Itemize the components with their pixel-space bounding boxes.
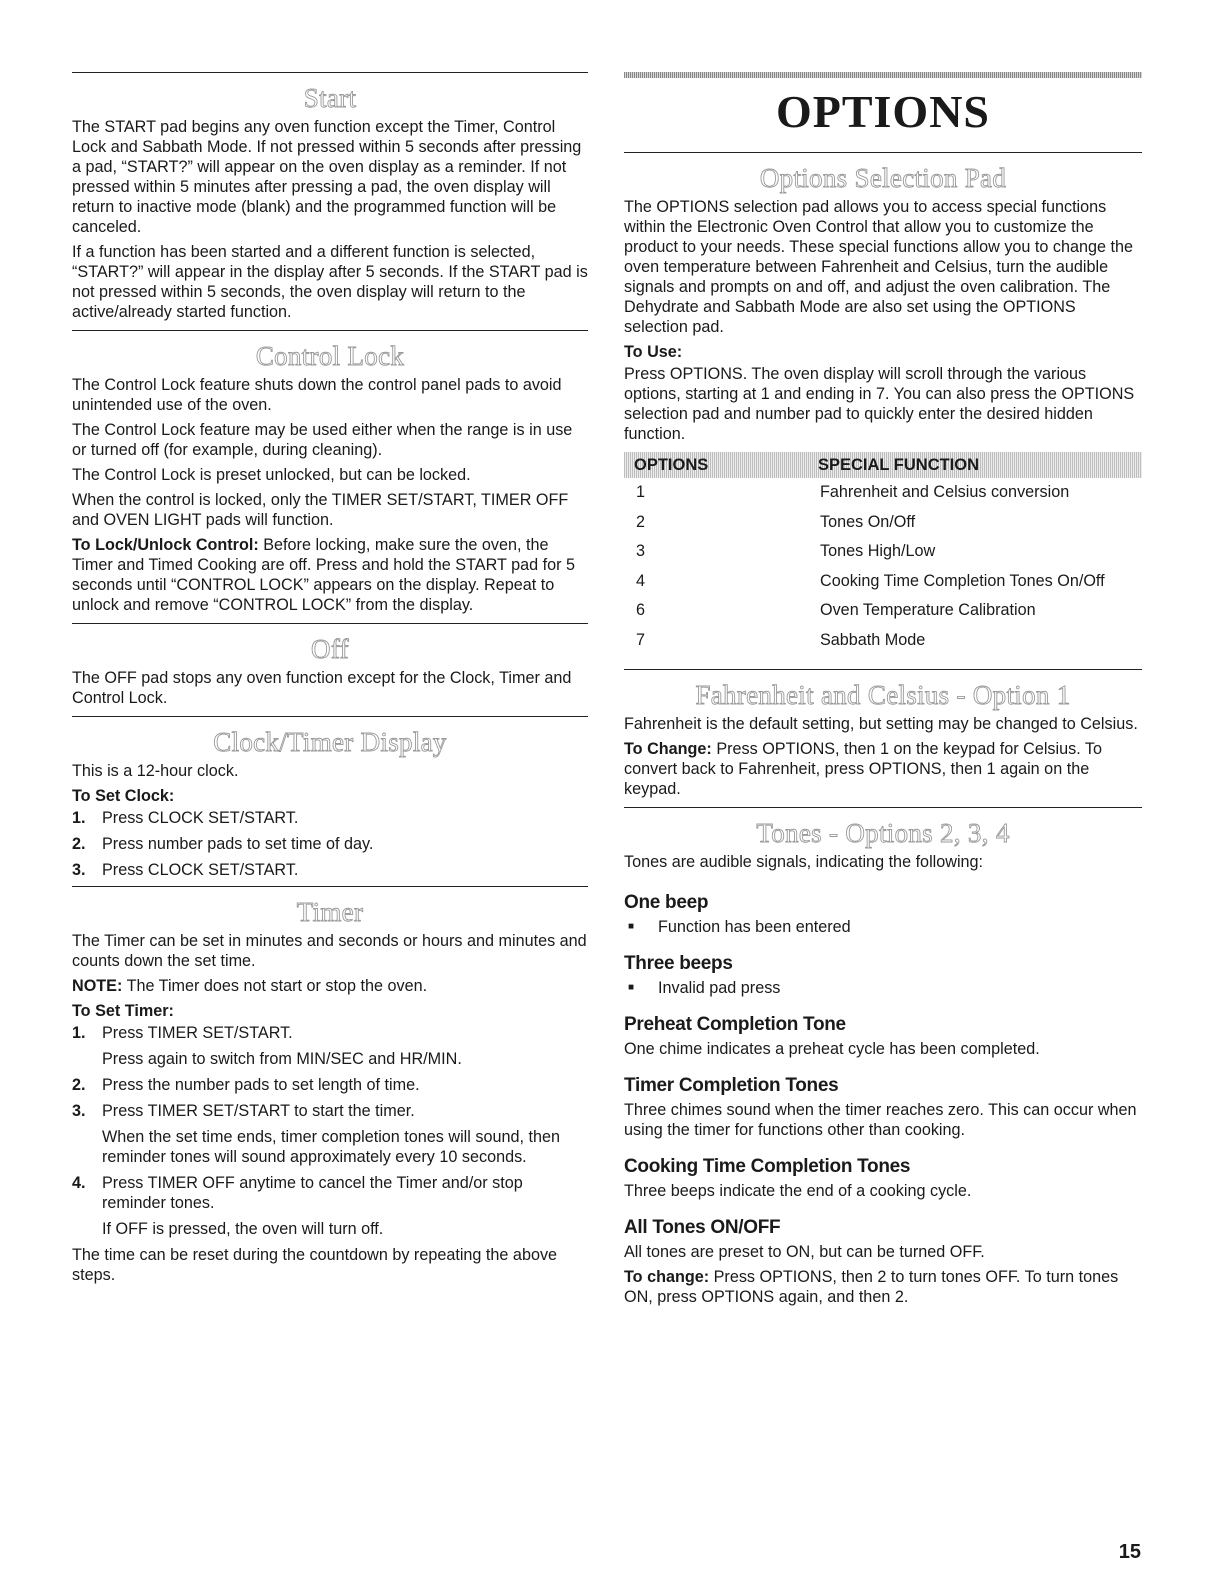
table-cell: Tones On/Off — [820, 512, 916, 531]
paragraph: The START pad begins any oven function except the Timer, Control Lock and Sabbath Mode. If not pressed within 5 seconds after pressing a pad, “START?” will appear on the oven display as a reminder. If not pressed within 5 minutes after pressing a pad, the oven display will return to inactive mode (blank) and the programmed function will be canceled. — [72, 118, 582, 236]
change-text: Press OPTIONS, then 1 on the keypad for Celsius. To convert back to Fahrenheit, press OPTIONS, then 1 again on the keypad. — [624, 740, 1103, 798]
table-row — [624, 626, 1142, 656]
table-header-row — [624, 452, 1142, 478]
paragraph: The OFF pad stops any oven function except for the Clock, Timer and Control Lock. — [72, 669, 572, 707]
step-text: Press CLOCK SET/START. — [102, 861, 299, 879]
note-text: The Timer does not start or stop the oven. — [122, 977, 428, 995]
table-row — [624, 596, 1142, 626]
step-text — [102, 1101, 588, 1167]
lock-text: Before locking, make sure the oven, the Timer and Timed Cooking are off. Press and hold the START pad for 5 seconds until “CONTROL LOCK” appears on the display. Repeat to unlock and remove “CONTROL LOCK” from the display. — [72, 536, 575, 614]
paragraph — [624, 739, 1142, 799]
list-item — [72, 1101, 588, 1167]
timer-section — [72, 897, 588, 1285]
step-number: 4. — [72, 1174, 86, 1192]
tones-section — [624, 818, 1142, 1307]
paragraph — [624, 1267, 1142, 1307]
paragraph: Tones are audible signals, indicating the following: — [624, 853, 984, 871]
step-main: Press TIMER SET/START to start the timer. — [102, 1102, 415, 1120]
change-label: To change: — [624, 1268, 710, 1286]
table-row — [624, 478, 1142, 508]
step-sub: If OFF is pressed, the oven will turn off. — [102, 1220, 384, 1238]
subheading-timer-tones: Timer Completion Tones — [624, 1075, 839, 1096]
divider — [72, 330, 588, 331]
table-cell: 4 — [636, 571, 646, 590]
step-number: 3. — [72, 861, 86, 879]
step-number: 3. — [72, 1102, 86, 1120]
section-title-off: Off — [311, 634, 349, 664]
list-item — [624, 978, 1142, 998]
divider — [72, 886, 588, 887]
subheading-preheat: Preheat Completion Tone — [624, 1014, 846, 1035]
column-header-options: OPTIONS — [624, 452, 808, 478]
step-main: Press TIMER OFF anytime to cancel the Timer and/or stop reminder tones. — [102, 1174, 523, 1212]
list-item — [72, 1023, 588, 1069]
change-text: Press OPTIONS, then 2 to turn tones OFF. To turn tones ON, press OPTIONS again, and then 2. — [624, 1268, 1119, 1306]
table-row — [624, 508, 1142, 538]
table-cell: 1 — [636, 483, 646, 502]
note-label: NOTE: — [72, 977, 123, 995]
divider — [624, 669, 1142, 670]
divider — [624, 807, 1142, 808]
table-cell: 7 — [636, 630, 646, 649]
control-lock-section — [72, 341, 588, 615]
subheading-three-beeps: Three beeps — [624, 953, 733, 974]
paragraph: If a function has been started and a different function is selected, “START?” will appear in the display after 5 seconds. If the START pad is not pressed within 5 seconds, the oven display will return to the active/already started function. — [72, 243, 588, 321]
subheading-all-tones: All Tones ON/OFF — [624, 1217, 781, 1238]
paragraph: Fahrenheit is the default setting, but setting may be changed to Celsius. — [624, 715, 1138, 733]
paragraph — [72, 535, 588, 615]
table-cell: 6 — [636, 601, 646, 620]
left-column — [72, 0, 588, 1290]
step-text: Press CLOCK SET/START. — [102, 809, 299, 827]
shaded-divider — [624, 72, 1142, 78]
table-cell: Sabbath Mode — [820, 630, 926, 649]
table-row — [624, 537, 1142, 567]
options-selection-section — [624, 163, 1142, 655]
section-title-timer: Timer — [296, 897, 364, 927]
list-item — [72, 808, 588, 828]
step-sub: Press again to switch from MIN/SEC and HR/MIN. — [102, 1050, 462, 1068]
paragraph — [72, 976, 588, 996]
paragraph: One chime indicates a preheat cycle has been completed. — [624, 1040, 1040, 1058]
step-number: 2. — [72, 1076, 86, 1094]
set-clock-label: To Set Clock: — [72, 787, 175, 805]
section-title-control-lock: Control Lock — [255, 341, 405, 371]
subheading-cooking-tones: Cooking Time Completion Tones — [624, 1156, 911, 1177]
divider — [72, 72, 588, 73]
paragraph: The Control Lock is preset unlocked, but can be locked. — [72, 466, 471, 484]
list-item — [72, 1173, 588, 1239]
step-number: 1. — [72, 1024, 86, 1042]
paragraph: The Control Lock feature shuts down the control panel pads to avoid unintended use of the oven. — [72, 376, 562, 414]
section-title-tones: Tones - Options 2, 3, 4 — [756, 818, 1010, 848]
off-section — [72, 634, 588, 708]
start-section — [72, 83, 588, 322]
change-label: To Change: — [624, 740, 712, 758]
paragraph: Three beeps indicate the end of a cooking cycle. — [624, 1182, 972, 1200]
clock-section — [72, 727, 588, 880]
square-bullet-icon: ■ — [628, 982, 635, 993]
bullet-text: Function has been entered — [658, 918, 851, 936]
section-title-options-selection: Options Selection Pad — [759, 163, 1007, 193]
section-title-fahrenheit: Fahrenheit and Celsius - Option 1 — [695, 680, 1071, 710]
paragraph: All tones are preset to ON, but can be turned OFF. — [624, 1243, 985, 1261]
paragraph: The Control Lock feature may be used either when the range is in use or turned off (for example, during cleaning). — [72, 421, 573, 459]
table-cell: 3 — [636, 542, 646, 561]
paragraph: Three chimes sound when the timer reaches zero. This can occur when using the timer for functions other than cooking. — [624, 1101, 1137, 1139]
step-number: 1. — [72, 809, 86, 827]
list-item — [72, 834, 588, 854]
right-column — [624, 0, 1142, 1312]
paragraph: When the control is locked, only the TIMER SET/START, TIMER OFF and OVEN LIGHT pads will function. — [72, 491, 569, 529]
table-cell: 2 — [636, 512, 646, 531]
table-row — [624, 567, 1142, 597]
table-cell: Oven Temperature Calibration — [820, 601, 1036, 620]
table-cell: Tones High/Low — [820, 542, 936, 561]
step-sub: When the set time ends, timer completion tones will sound, then reminder tones will sound approximately every 10 seconds. — [102, 1128, 560, 1166]
column-header-special-function: SPECIAL FUNCTION — [808, 452, 1142, 478]
list-item — [72, 860, 588, 880]
fahrenheit-section — [624, 680, 1142, 799]
divider — [72, 716, 588, 717]
timer-steps — [72, 1023, 588, 1239]
step-main: Press TIMER SET/START. — [102, 1024, 293, 1042]
list-item — [624, 917, 1142, 937]
paragraph: Press OPTIONS. The oven display will scroll through the various options, starting at 1 and ending in 7. You can also press the OPTIONS selection pad and number pad to quickly enter the desired hidden function. — [624, 365, 1135, 443]
page-title: OPTIONS — [775, 86, 991, 137]
paragraph: The OPTIONS selection pad allows you to access special functions within the Electronic Oven Control that allow you to customize the product to your needs. These special functions allow you to change the oven temperature between Fahrenheit and Celsius, turn the audible signals and prompts on and off, and adjust the oven calibration. The Dehydrate and Sabbath Mode are also set using the OPTIONS selection pad. — [624, 198, 1134, 336]
paragraph: The time can be reset during the countdown by repeating the above steps. — [72, 1246, 558, 1284]
options-table — [624, 452, 1142, 655]
lock-label: To Lock/Unlock Control: — [72, 536, 259, 554]
step-text — [102, 1173, 588, 1239]
to-use-label: To Use: — [624, 343, 683, 361]
bullet-text: Invalid pad press — [658, 979, 781, 997]
section-title-clock: Clock/Timer Display — [213, 727, 447, 757]
clock-steps — [72, 808, 588, 880]
paragraph: The Timer can be set in minutes and seconds or hours and minutes and counts down the set time. — [72, 932, 587, 970]
set-timer-label: To Set Timer: — [72, 1002, 174, 1020]
section-title-start: Start — [303, 83, 357, 113]
paragraph: This is a 12-hour clock. — [72, 762, 239, 780]
step-text: Press the number pads to set length of time. — [102, 1076, 420, 1094]
subheading-one-beep: One beep — [624, 892, 709, 913]
step-number: 2. — [72, 835, 86, 853]
step-text: Press number pads to set time of day. — [102, 835, 374, 853]
page-number: 15 — [1118, 1541, 1141, 1563]
table-cell: Cooking Time Completion Tones On/Off — [820, 571, 1105, 590]
square-bullet-icon: ■ — [628, 921, 635, 932]
table-cell: Fahrenheit and Celsius conversion — [820, 483, 1070, 502]
divider — [624, 152, 1142, 153]
step-text — [102, 1023, 588, 1069]
divider — [72, 623, 588, 624]
list-item — [72, 1075, 588, 1095]
